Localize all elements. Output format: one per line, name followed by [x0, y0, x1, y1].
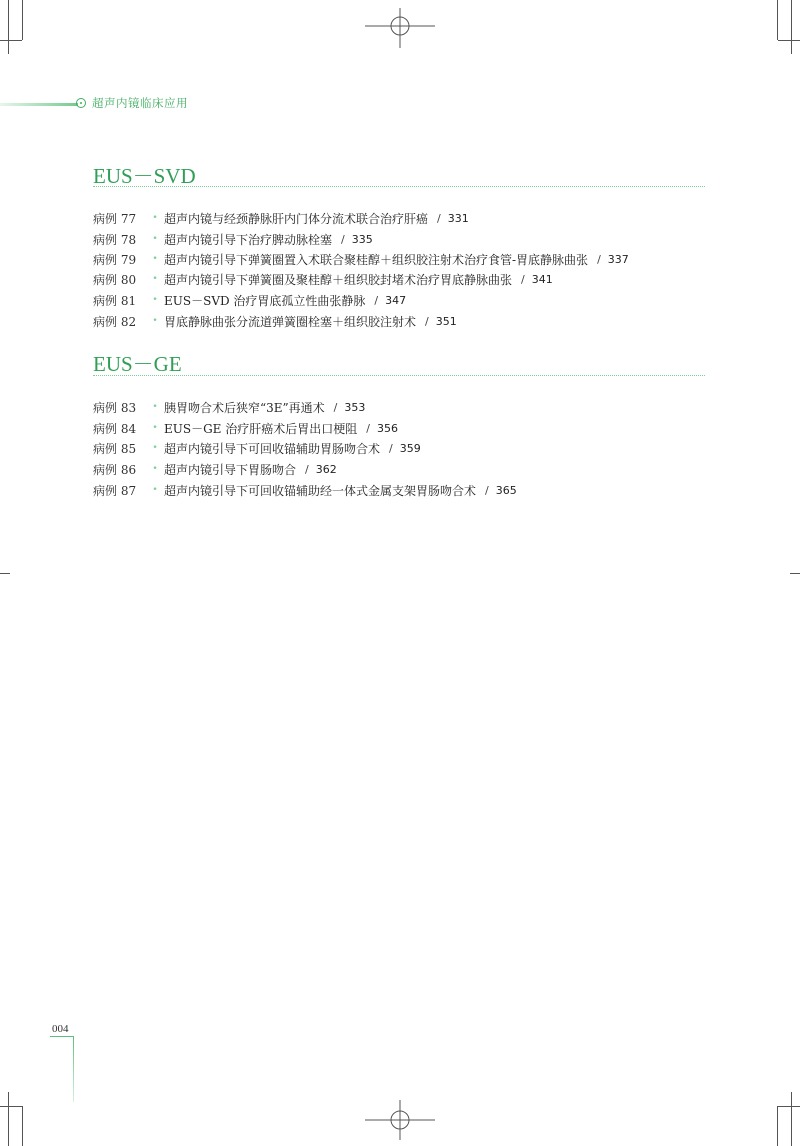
section-title-eus-ge: EUS－GE	[93, 352, 182, 376]
separator: /	[374, 293, 379, 307]
bullet-icon: •	[152, 443, 158, 453]
page-ref: 341	[531, 272, 553, 286]
case-number: 病例 84	[93, 421, 137, 436]
page-ref: 353	[344, 400, 366, 414]
entry-title: EUS－SVD 治疗胃底孤立性曲张静脉	[164, 293, 366, 308]
toc-entry[interactable]	[93, 229, 373, 249]
bullet-icon: •	[152, 464, 158, 474]
entry-title: 超声内镜引导下可回收锚辅助胃肠吻合术	[164, 441, 381, 456]
toc-entry[interactable]	[93, 418, 398, 438]
case-number: 病例 77	[93, 211, 137, 226]
case-number: 病例 80	[93, 272, 137, 287]
case-number: 病例 78	[93, 232, 137, 247]
bullet-icon: •	[152, 213, 158, 223]
case-number: 病例 87	[93, 483, 137, 498]
page-ref: 359	[399, 441, 421, 455]
header-target-icon	[76, 98, 86, 108]
registration-mark-top	[365, 8, 435, 48]
entry-title: 胰胃吻合术后狭窄“3E”再通术	[164, 400, 325, 415]
entry-title: 超声内镜引导下胃肠吻合	[164, 462, 297, 477]
case-number: 病例 85	[93, 441, 137, 456]
toc-entry[interactable]	[93, 480, 517, 500]
entry-title: 超声内镜引导下弹簧圈置入术联合聚桂醇＋组织胶注射术治疗食管-胃底静脉曲张	[164, 252, 589, 267]
header-rule	[0, 103, 78, 106]
case-number: 病例 86	[93, 462, 137, 477]
toc-entry[interactable]	[93, 397, 365, 417]
bullet-icon: •	[152, 485, 158, 495]
page-ref: 337	[607, 252, 629, 266]
entry-title: 胃底静脉曲张分流道弹簧圈栓塞＋组织胶注射术	[164, 314, 417, 329]
entry-title: 超声内镜与经颈静脉肝内门体分流术联合治疗肝癌	[164, 211, 429, 226]
separator: /	[366, 421, 370, 435]
separator: /	[341, 232, 345, 246]
case-number: 病例 81	[93, 293, 137, 308]
page-ref: 331	[447, 211, 469, 225]
page-ref: 335	[351, 232, 373, 246]
toc-entry[interactable]	[93, 311, 457, 331]
toc-entry[interactable]	[93, 269, 553, 289]
bullet-icon: •	[152, 234, 158, 244]
separator: /	[305, 462, 309, 476]
page-number-vertical-rule	[73, 1036, 74, 1102]
page-number: 004	[52, 1023, 69, 1035]
toc-entry[interactable]	[93, 290, 406, 310]
separator: /	[485, 483, 489, 497]
entry-title: EUS－GE 治疗肝癌术后胃出口梗阻	[164, 421, 358, 436]
separator: /	[389, 441, 393, 455]
bullet-icon: •	[152, 254, 158, 264]
registration-mark-bottom	[365, 1100, 435, 1140]
entry-title: 超声内镜引导下可回收锚辅助经一体式金属支架胃肠吻合术	[164, 483, 477, 498]
separator: /	[333, 400, 338, 414]
section-rule	[93, 186, 705, 187]
case-number: 病例 83	[93, 400, 137, 415]
bullet-icon: •	[152, 316, 158, 326]
separator: /	[521, 272, 525, 286]
case-number: 病例 79	[93, 252, 137, 267]
bullet-icon: •	[152, 423, 158, 433]
section-title-eus-svd: EUS－SVD	[93, 164, 196, 188]
toc-entry[interactable]	[93, 249, 629, 269]
page-number-rule	[50, 1036, 74, 1037]
bullet-icon: •	[152, 274, 158, 284]
entry-title: 超声内镜引导下弹簧圈及聚桂醇＋组织胶封堵术治疗胃底静脉曲张	[164, 272, 513, 287]
toc-entry[interactable]	[93, 459, 337, 479]
entry-title: 超声内镜引导下治疗脾动脉栓塞	[164, 232, 333, 247]
case-number: 病例 82	[93, 314, 137, 329]
section-rule	[93, 375, 705, 376]
page-ref: 362	[315, 462, 337, 476]
separator: /	[597, 252, 601, 266]
toc-entry[interactable]	[93, 438, 421, 458]
bullet-icon: •	[152, 402, 158, 412]
page-ref: 351	[435, 314, 457, 328]
separator: /	[437, 211, 441, 225]
toc-entry[interactable]	[93, 208, 469, 228]
page-ref: 365	[495, 483, 517, 497]
running-title: 超声内镜临床应用	[92, 96, 188, 110]
page-ref: 356	[376, 421, 398, 435]
page-ref: 347	[385, 293, 407, 307]
bullet-icon: •	[152, 295, 158, 305]
separator: /	[425, 314, 429, 328]
